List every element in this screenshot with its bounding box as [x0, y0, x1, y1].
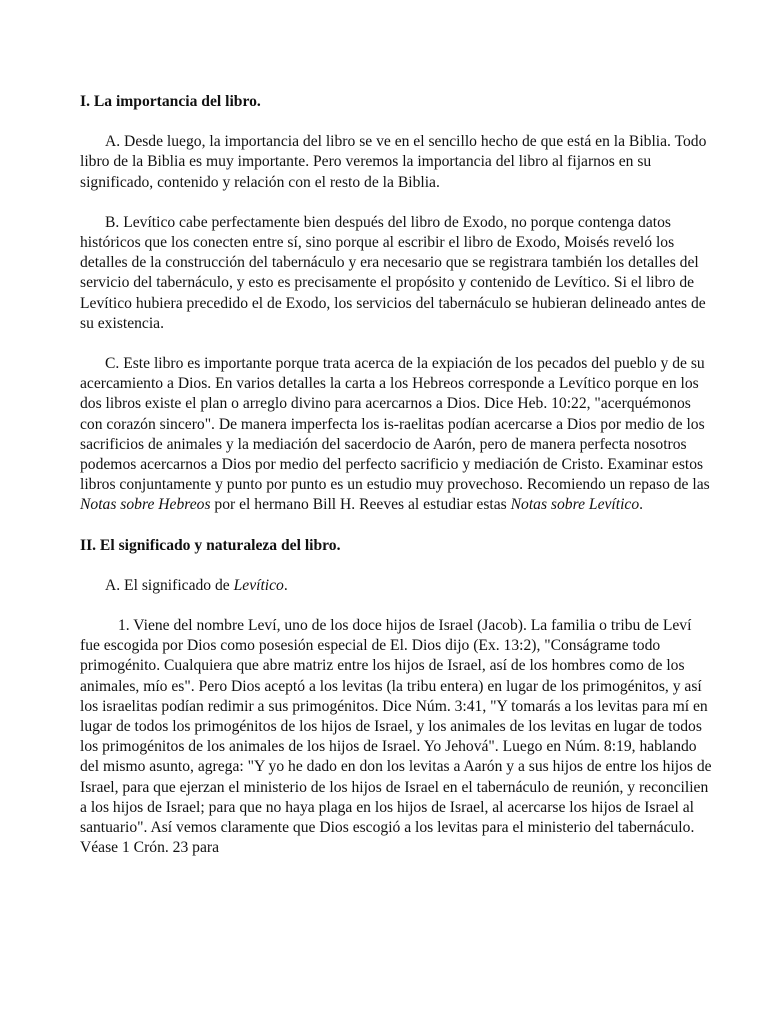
section-1-heading: I. La importancia del libro.	[80, 93, 261, 110]
document-page	[80, 92, 714, 859]
paragraph-1c-text-2: por el hermano Bill H. Reeves al estudiar estas	[210, 496, 511, 514]
paragraph-1b: B. Levítico cabe perfectamente bien después del libro de Exodo, no porque contenga datos históricos que los conecten entre sí, sino porque al escribir el libro de Exodo, Moisés reveló los detalles de la construcción del tabernáculo y era necesario que se registrara también los detalles del servicio del tabernáculo, y esto es precisamente el propósito y contenido de Levítico. Si el libro de Levítico hubiera precedido el de Exodo, los servicios del tabernáculo se hubieran delineado antes de su existencia.	[80, 213, 706, 332]
paragraph-1c	[80, 354, 714, 516]
paragraph-1c-text-1: C. Este libro es importante porque trata acerca de la expiación de los pecados del pueblo y de su acercamiento a Dios. En varios detalles la carta a los Hebreos corresponde a Levítico porque en los dos libros existe el plan o arreglo divino para acercarnos a Dios. Dice Heb. 10:22, "acerquémonos con corazón sincero". De manera imperfecta los is-raelitas podían acercarse a Dios por medio de los sacrificios de animales y la mediación del sacerdocio de Aarón, pero de manera perfecta nosotros podemos acercarnos a Dios por medio del perfecto sacrificio y mediación de Cristo. Examinar estos libros conjuntamente y punto por punto es un estudio muy provechoso. Recomiendo un repaso de las	[80, 355, 710, 494]
subsection-2a-italic: Levítico	[233, 576, 284, 594]
subsection-2a-suffix: .	[283, 576, 288, 594]
subsection-2a-heading	[80, 576, 714, 596]
section-2-heading: II. El significado y naturaleza del libro.	[80, 536, 341, 554]
book-title-levitico: Notas sobre Levítico	[510, 496, 640, 514]
item-2a1: 1. Viene del nombre Leví, uno de los doce hijos de Israel (Jacob). La familia o tribu de Leví fue escogida por Dios como posesión especial de El. Dios dijo (Ex. 13:2), "Conságrame todo primogénito. Cualquiera que abre matriz entre los hijos de Israel, así de los hombres como de los animales, mío es". Pero Dios aceptó a los levitas (la tribu entera) en lugar de los primogénitos, y así los israelitas podían redimir a sus primogénitos. Dice Núm. 3:41, "Y tomarás a los levitas para mí en lugar de todos los primogénitos de los hijos de Israel, y los animales de los levitas en lugar de todos los primogénitos de los animales de los hijos de Israel. Yo Jehová". Luego en Núm. 8:19, hablando del mismo asunto, agrega: "Y yo he dado en don los levitas a Aarón y a sus hijos de entre los hijos de Israel, para que ejerzan el ministerio de los hijos de Israel en el tabernáculo de reunión, y reconcilien a los hijos de Israel; para que no haya plaga en los hijos de Israel, al acercarse los hijos de Israel al santuario". Así vemos claramente que Dios escogió a los levitas para el ministerio del tabernáculo. Véase 1 Crón. 23 para	[80, 617, 712, 857]
book-title-hebreos: Notas sobre Hebreos	[80, 496, 211, 514]
paragraph-1c-text-3: .	[639, 496, 644, 514]
paragraph-1a: A. Desde luego, la importancia del libro se ve en el sencillo hecho de que está en la Biblia. Todo libro de la Biblia es muy importante. Pero veremos la importancia del libro al fijarnos en su significado, contenido y relación con el resto de la Biblia.	[80, 133, 707, 191]
subsection-2a-prefix: A. El significado de	[105, 576, 234, 594]
